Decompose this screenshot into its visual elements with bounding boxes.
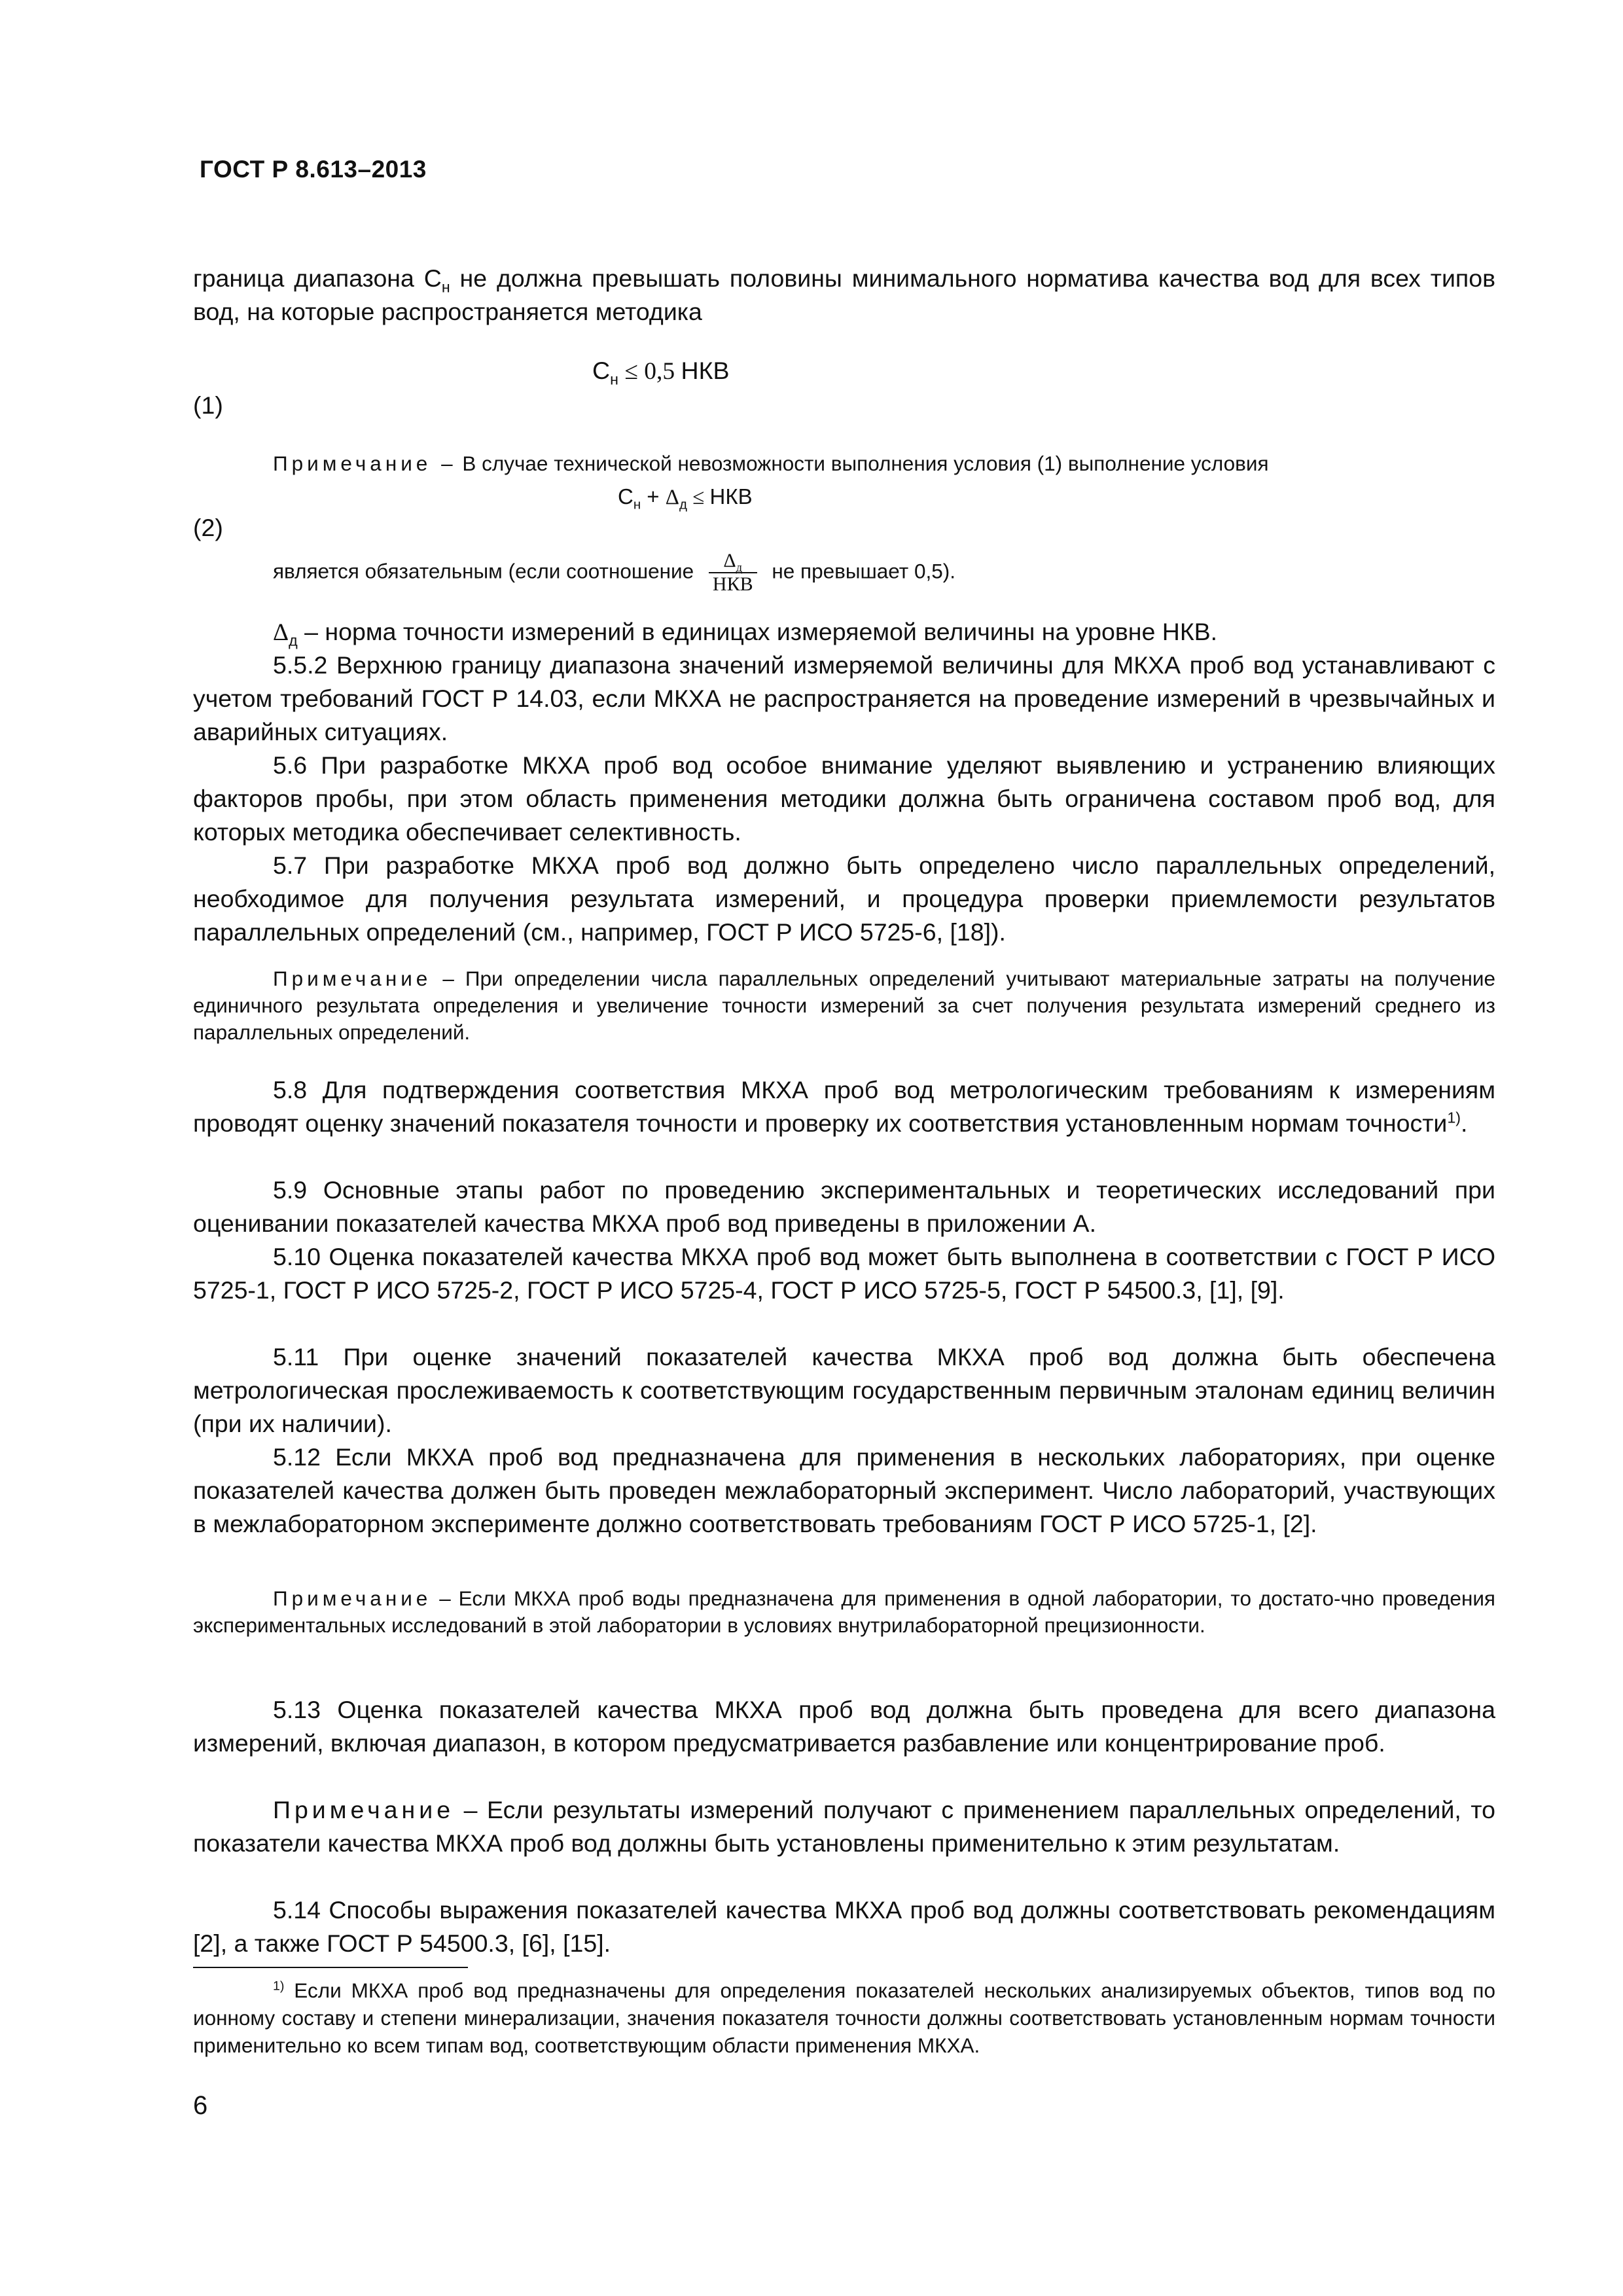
formula-2-delta-sub: д [679,497,687,512]
footnote-mark: 1) [273,1979,285,1994]
paragraph-5-11: 5.11 При оценке значений показателей качества МКХА проб вод должна быть обеспечена метрологическая прослеживаемость к соответствующим государственным первичным эталонам единиц величин (при их наличии). [193,1343,1495,1437]
note-4 [193,1793,1495,1860]
intro-paragraph [193,262,1495,329]
note-4-label: Примечание [273,1796,455,1823]
note-4-text: – Если результаты измерений получают с применением параллельных определений, то показатели качества МКХА проб вод должны быть установлены применительно к этим результатам. [193,1796,1495,1857]
formula-1-rhs: НКВ [681,357,730,384]
equation-number-2: (2) [193,514,223,541]
formula-2-op: ≤ [687,486,710,509]
equation-number-1: (1) [193,391,223,419]
footnote [193,1977,1495,2059]
formula-2-sub: н [633,497,641,512]
formula-2-delta: Δ [665,486,679,509]
paragraph-5-7: 5.7 При разработке МКХА проб вод должно быть определено число параллельных определений, необходимое для получения результата измерений, и процедура проверки приемлемости результатов параллельных определений (см., например, ГОСТ Р ИСО 5725-6, [18]). [193,852,1495,946]
paragraph-5-8-end: . [1461,1109,1468,1137]
delta-definition-text: – норма точности измерений в единицах измеряемой величины на уровне НКВ. [297,618,1218,645]
note-2 [193,965,1495,1046]
paragraph-5-12: 5.12 Если МКХА проб вод предназначена для применения в нескольких лабораториях, при оценке показателей качества должен быть проведен межлабораторный эксперимент. Число лабораторий, участвующих в межлабораторном эксперименте должно соответствовать требованиям ГОСТ Р ИСО 5725-1, [2]. [193,1443,1495,1537]
note-1-text: В случае технической невозможности выполнения условия (1) выполнение условия [456,452,1269,475]
formula-1-sub: н [610,370,618,388]
formula-2-c: С [618,484,633,509]
formula-1 [592,357,729,386]
formula-1-c: С [592,357,611,384]
paragraph-5-8 [193,1073,1495,1140]
paragraph-5-13: 5.13 Оценка показателей качества МКХА проб вод должна быть проведена для всего диапазона измерений, включая диапазон, в котором предусматривается разбавление или концентрирование проб. [193,1696,1495,1757]
intro-text-rest: не должна превышать половины минимального норматива качества вод для всех типов вод, на которые распространяется методика [193,264,1495,325]
formula-2-rhs: НКВ [709,484,753,509]
fraction-numerator: $\Delta_д$ [709,550,757,573]
delta-definition [273,615,1495,649]
note-3-text: – Если МКХА проб воды предназначена для применения в одной лаборатории, то достато-чно проведения экспериментальных исследований в этой лаборатории в условиях внутрилабораторной прецизионности. [193,1587,1495,1637]
delta-symbol: Δ [273,619,289,646]
note-2-label: Примечание [273,967,432,990]
paragraph-5-14: 5.14 Способы выражения показателей качества МКХА проб вод должны соответствовать рекомендациям [2], а также ГОСТ Р 54500.3, [6], [15]. [193,1896,1495,1957]
note-1-label: Примечание – [273,452,457,475]
paragraph-5-9: 5.9 Основные этапы работ по проведению экспериментальных и теоретических исследований при оценивании показателей качества МКХА проб вод приведены в приложении А. [193,1176,1495,1237]
page-number: 6 [193,2091,208,2120]
intro-subscript: н [441,278,450,296]
ratio-fraction [709,550,757,596]
paragraph-5-6: 5.6 При разработке МКХА проб вод особое внимание уделяют выявлению и устранению влияющих факторов пробы, при этом область применения методики должна быть ограничена составом проб вод, для которых методика обеспечивает селективность. [193,751,1495,846]
footnote-text: Если МКХА проб вод предназначены для определения показателей нескольких анализируемых объектов, типов вод по ионному составу и степени минерализации, значения показателя точности должны соответствовать установленным нормам точности применительно ко всем типам вод, соответствующим области применения МКХА. [193,1979,1495,2057]
document-header: ГОСТ Р 8.613–2013 [200,156,427,183]
paragraph-5-5-2: 5.5.2 Верхнюю границу диапазона значений измеряемой величины для МКХА проб вод устанавливают с учетом требований ГОСТ Р 14.03, если МКХА не распространяется на проведение измерений в чрезвычайных и аварийных ситуациях. [193,651,1495,745]
delta-subscript: д [289,632,298,649]
intro-text: граница диапазона С [193,264,442,292]
note-1-continuation [273,550,955,596]
footnote-divider [193,1967,468,1968]
formula-1-op: ≤ 0,5 [618,358,681,385]
note-2-text: – При определении числа параллельных определений учитывают материальные затраты на получение единичного результата определения и увеличение точности измерений за счет получения результата измерений среднего из параллельных определений. [193,967,1495,1044]
paragraph-5-10: 5.10 Оценка показателей качества МКХА проб вод может быть выполнена в соответствии с ГОСТ Р ИСО 5725-1, ГОСТ Р ИСО 5725-2, ГОСТ Р ИСО 5725-4, ГОСТ Р ИСО 5725-5, ГОСТ Р 54500.3, [1], [9]. [193,1243,1495,1304]
note-1 [193,450,1495,477]
note-1-cont-before: является обязательным (если соотношение [273,559,700,583]
paragraph-5-8-text: 5.8 Для подтверждения соответствия МКХА проб вод метрологическим требованиям к измерениям проводят оценку значений показателя точности и проверку их соответствия установленным нормам точности [193,1076,1495,1137]
fraction-denominator: НКВ [712,573,753,595]
footnote-reference: 1) [1447,1109,1461,1126]
note-3-label: Примечание [273,1587,432,1610]
formula-2 [618,484,753,510]
note-3 [193,1585,1495,1639]
note-1-cont-after: не превышает 0,5). [766,559,955,583]
formula-2-plus: + [641,484,666,509]
